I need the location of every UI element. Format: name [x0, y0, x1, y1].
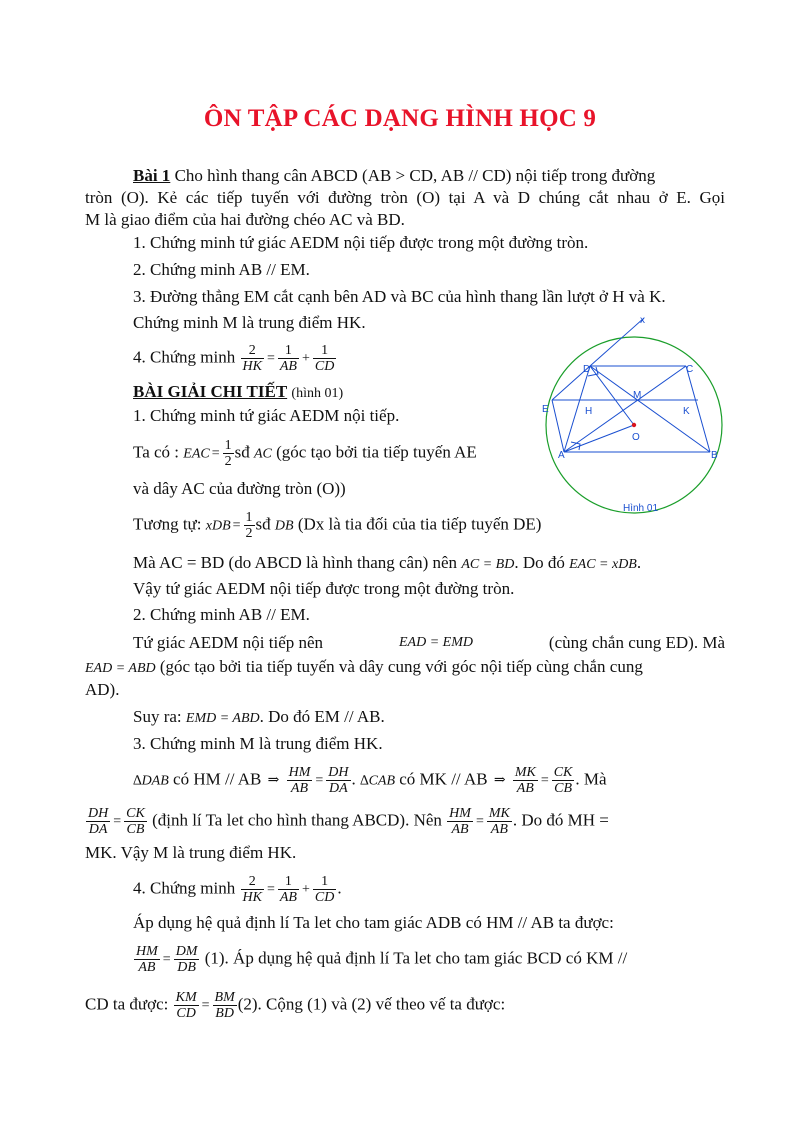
solution-4-line-3: CD ta được: $\frac{KM}{CD}$ = $\frac{BM}{BD}$ (2). Cộng (1) và (2) vế theo vế ta được:: [85, 990, 506, 1021]
solution-2-line-2: EAD = ABD (góc tạo bởi tia tiếp tuyến và dây cung với góc nội tiếp cùng chắn cung: [85, 657, 643, 676]
question-2: 2. Chứng minh AB // EM.: [133, 260, 310, 279]
solution-1-line-2: và dây AC của đường tròn (O)): [133, 479, 346, 498]
solution-4-line-2: $\frac{HM}{AB}$ = $\frac{DM}{DB}$ (1). Áp dụng hệ quả định lí Ta let cho tam giác BCD có KM //: [136, 944, 628, 975]
solution-1-line-1: Ta có : EAC = $\frac{1}{2}$ sđ AC (góc tạo bởi tia tiếp tuyến AE: [133, 438, 477, 469]
solution-1-line-3: Tương tự: xDB = $\frac{1}{2}$ sđ DB (Dx là tia đối của tia tiếp tuyến DE): [133, 510, 542, 541]
problem-line-1: [133, 165, 655, 187]
solution-4-title: 4. Chứng minh $\frac{2}{HK}$ = $\frac{1}{AB}$ + $\frac{1}{CD}$ .: [133, 874, 342, 905]
solution-heading: [133, 381, 343, 405]
label-m: M: [633, 390, 642, 401]
geometry-figure: [528, 310, 743, 520]
solution-2-line-3: AD).: [85, 680, 120, 699]
solution-3-conclusion: MK. Vậy M là trung điểm HK.: [85, 843, 297, 862]
figure-caption: Hình 01: [623, 503, 659, 514]
ray-dx: [590, 318, 644, 366]
solution-2-title: 2. Chứng minh AB // EM.: [133, 605, 310, 624]
solution-2-line-1: Tứ giác AEDM nội tiếp nên EAD = EMD (cùng chắn cung ED). Mà: [133, 633, 725, 652]
solution-1-conclusion: Vậy tứ giác AEDM nội tiếp được trong một đường tròn.: [133, 579, 515, 598]
problem-label: Bài 1: [133, 166, 171, 185]
question-3b: Chứng minh M là trung điểm HK.: [133, 313, 366, 332]
question-4: 4. Chứng minh $\frac{2}{HK}$ = $\frac{1}{AB}$ + $\frac{1}{CD}$: [133, 343, 335, 374]
page-title: ÔN TẬP CÁC DẠNG HÌNH HỌC 9: [203, 105, 597, 132]
solution-3-line-2: $\frac{DH}{DA}$ = $\frac{CK}{CB}$ (định lí Ta let cho hình thang ABCD). Nên $\frac{HM}{AB}$ = $\frac{MK}{AB}$ . Do đó MH =: [88, 806, 609, 837]
center-point-o: [632, 423, 636, 427]
segment-ao: [564, 425, 634, 452]
fraction-1-over-cd: $\frac{1}{CD}$: [314, 343, 335, 374]
fraction-2-over-hk: $\frac{2}{HK}$: [242, 343, 262, 374]
solution-2-line-4: Suy ra: EMD = ABD. Do đó EM // AB.: [133, 707, 385, 726]
problem-statement-2: tròn (O). Kẻ các tiếp tuyến với đường tròn (O) tại A và D chúng cắt nhau ở E. Gọi: [85, 188, 725, 207]
question-1: 1. Chứng minh tứ giác AEDM nội tiếp được trong một đường tròn.: [133, 233, 589, 252]
question-3a: 3. Đường thẳng EM cắt cạnh bên AD và BC của hình thang lần lượt ở H và K.: [133, 287, 666, 306]
label-e: E: [542, 404, 549, 415]
label-h: H: [585, 406, 593, 417]
segment-do: [590, 366, 634, 425]
solution-1-line-4: Mà AC = BD (do ABCD là hình thang cân) nên AC = BD. Do đó EAC = xDB.: [133, 553, 642, 572]
problem-statement-1: Cho hình thang cân ABCD (AB > CD, AB // CD) nội tiếp trong đường: [174, 166, 656, 185]
tangent-ea: [552, 400, 564, 452]
solution-heading-text: BÀI GIẢI CHI TIẾT: [133, 382, 288, 401]
diagonal-ac: [564, 366, 686, 452]
solution-heading-note: (hình 01): [291, 386, 344, 401]
label-d: D: [583, 364, 591, 375]
question-4-text: 4. Chứng minh: [133, 347, 236, 367]
diagonal-bd: [590, 366, 710, 452]
solution-1-title: 1. Chứng minh tứ giác AEDM nội tiếp.: [133, 406, 400, 425]
label-c: C: [686, 364, 694, 375]
label-a: A: [558, 450, 565, 461]
label-x: x: [640, 315, 645, 326]
solution-4-line-1: Áp dụng hệ quả định lí Ta let cho tam giác ADB có HM // AB ta được:: [133, 913, 614, 932]
solution-3-line-1: ∆DAB có HM // AB ⇒ $\frac{HM}{AB}$ = $\frac{DH}{DA}$ . ∆CAB có MK // AB ⇒ $\frac{MK}{AB}$ = $\frac{CK}{CB}$ . Mà: [133, 765, 607, 796]
problem-statement-3: M là giao điểm của hai đường chéo AC và BD.: [85, 210, 405, 229]
solution-3-title: 3. Chứng minh M là trung điểm HK.: [133, 734, 383, 753]
fraction-1-over-ab: $\frac{1}{AB}$: [279, 343, 297, 374]
label-o: O: [632, 432, 640, 443]
label-k: K: [683, 406, 690, 417]
label-b: B: [711, 450, 718, 461]
